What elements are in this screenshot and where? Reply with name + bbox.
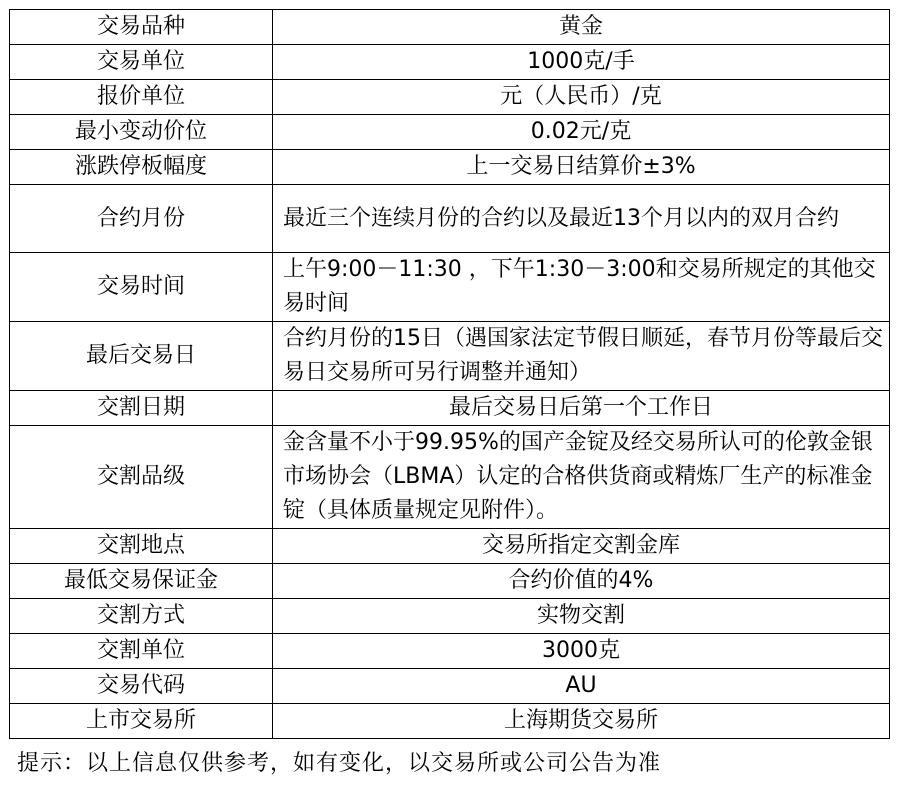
row-label: 交易代码 <box>10 669 273 704</box>
row-label: 交割地点 <box>10 529 273 564</box>
table-row <box>10 10 890 45</box>
table-row <box>10 391 890 426</box>
table-row <box>10 322 890 391</box>
row-value: 0.02元/克 <box>273 115 890 150</box>
table-row <box>10 253 890 322</box>
table-row <box>10 634 890 669</box>
row-label: 最小变动价位 <box>10 115 273 150</box>
table-row <box>10 185 890 253</box>
row-value: 最近三个连续月份的合约以及最近13个月以内的双月合约 <box>273 185 890 253</box>
row-value: 实物交割 <box>273 599 890 634</box>
table-row <box>10 704 890 739</box>
row-value: 1000克/手 <box>273 45 890 80</box>
row-label: 上市交易所 <box>10 704 273 739</box>
row-label: 交易时间 <box>10 253 273 322</box>
row-value: 合约价值的4% <box>273 564 890 599</box>
table-row <box>10 426 890 529</box>
row-value: 合约月份的15日（遇国家法定节假日顺延，春节月份等最后交易日交易所可另行调整并通知） <box>273 322 890 391</box>
row-label: 交易品种 <box>10 10 273 45</box>
row-value: 上午9:00－11:30 ，下午1:30－3:00和交易所规定的其他交易时间 <box>273 253 890 322</box>
row-label: 合约月份 <box>10 185 273 253</box>
row-value: 上海期货交易所 <box>273 704 890 739</box>
row-value: AU <box>273 669 890 704</box>
row-value: 交易所指定交割金库 <box>273 529 890 564</box>
row-label: 最后交易日 <box>10 322 273 391</box>
row-label: 报价单位 <box>10 80 273 115</box>
table-row <box>10 669 890 704</box>
table-row <box>10 529 890 564</box>
table-row <box>10 564 890 599</box>
row-label: 涨跌停板幅度 <box>10 150 273 185</box>
table-row <box>10 80 890 115</box>
table-row <box>10 599 890 634</box>
row-label: 交易单位 <box>10 45 273 80</box>
row-label: 交割方式 <box>10 599 273 634</box>
row-label: 最低交易保证金 <box>10 564 273 599</box>
row-value: 金含量不小于99.95%的国产金锭及经交易所认可的伦敦金银市场协会（LBMA）认定的合格供货商或精炼厂生产的标准金锭（具体质量规定见附件）。 <box>273 426 890 529</box>
row-value: 上一交易日结算价±3% <box>273 150 890 185</box>
row-value: 最后交易日后第一个工作日 <box>273 391 890 426</box>
table-row <box>10 45 890 80</box>
disclaimer-note: 提示：以上信息仅供参考，如有变化，以交易所或公司公告为准 <box>17 751 662 776</box>
row-label: 交割单位 <box>10 634 273 669</box>
row-value: 元（人民币）/克 <box>273 80 890 115</box>
row-label: 交割日期 <box>10 391 273 426</box>
row-value: 3000克 <box>273 634 890 669</box>
row-value: 黄金 <box>273 10 890 45</box>
table-row <box>10 115 890 150</box>
contract-spec-table <box>9 9 890 739</box>
table-row <box>10 150 890 185</box>
row-label: 交割品级 <box>10 426 273 529</box>
